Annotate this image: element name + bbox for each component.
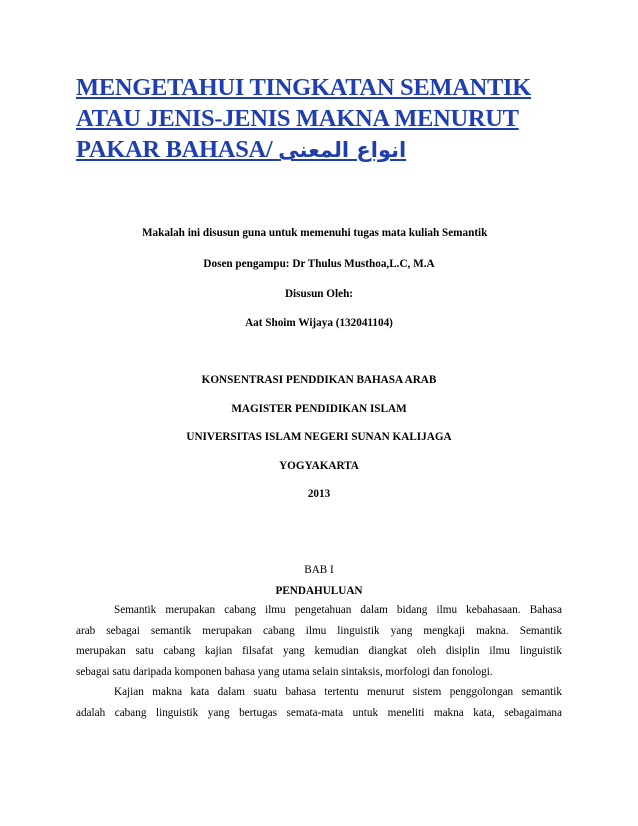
title-line-3 [76,134,576,166]
cover-universitas: UNIVERSITAS ISLAM NEGERI SUNAN KALIJAGA [186,431,452,443]
cover-tahun: 2013 [307,488,331,500]
cover-disusun-oleh: Disusun Oleh: [284,288,354,300]
paragraph-line: Semantik merupakan cabang ilmu pengetahuan dalam bidang ilmu kebahasaan. Bahasa [114,604,562,616]
chapter-heading: PENDAHULUAN [275,585,363,597]
paragraph-line: arab sebagai semantik merupakan cabang ilmu linguistik yang mengkaji makna. Semantik [76,624,562,637]
title-line-3-latin: PAKAR BAHASA/ [76,136,279,163]
cover-dosen: Dosen pengampu: Dr Thulus Musthoa,L.C, M.A [203,258,435,270]
paragraph-line: sebagai satu daripada komponen bahasa yang utama selain sintaksis, morfologi dan fonologi. [76,665,493,678]
cover-magister: MAGISTER PENDIDIKAN ISLAM [231,403,407,415]
cover-author: Aat Shoim Wijaya (132041104) [245,317,393,329]
paragraph-2 [76,682,562,723]
title-line-3-arabic: انواع المعنى [278,138,407,162]
cover-kota: YOGYAKARTA [279,460,359,472]
paragraph-line: Kajian makna kata dalam suatu bahasa tertentu menurut sistem penggolongan semantik [114,686,562,698]
paragraph-1 [76,600,562,682]
paragraph-line: merupakan satu cabang kajian filsafat yang kemudian diangkat oleh disiplin ilmu linguistik [76,645,562,657]
cover-konsentrasi: KONSENTRASI PENDDIKAN BAHASA ARAB [201,374,437,386]
title-line-2: ATAU JENIS-JENIS MAKNA MENURUT [76,105,519,132]
title-line-1: MENGETAHUI TINGKATAN SEMANTIK [76,74,532,101]
cover-intro: Makalah ini disusun guna untuk memenuhi tugas mata kuliah Semantik [142,227,488,239]
paragraph-line: adalah cabang linguistik yang bertugas semata-mata untuk meneliti makna kata, sebagaimana [76,706,562,719]
document-title [76,72,576,166]
chapter-number: BAB I [304,564,334,576]
